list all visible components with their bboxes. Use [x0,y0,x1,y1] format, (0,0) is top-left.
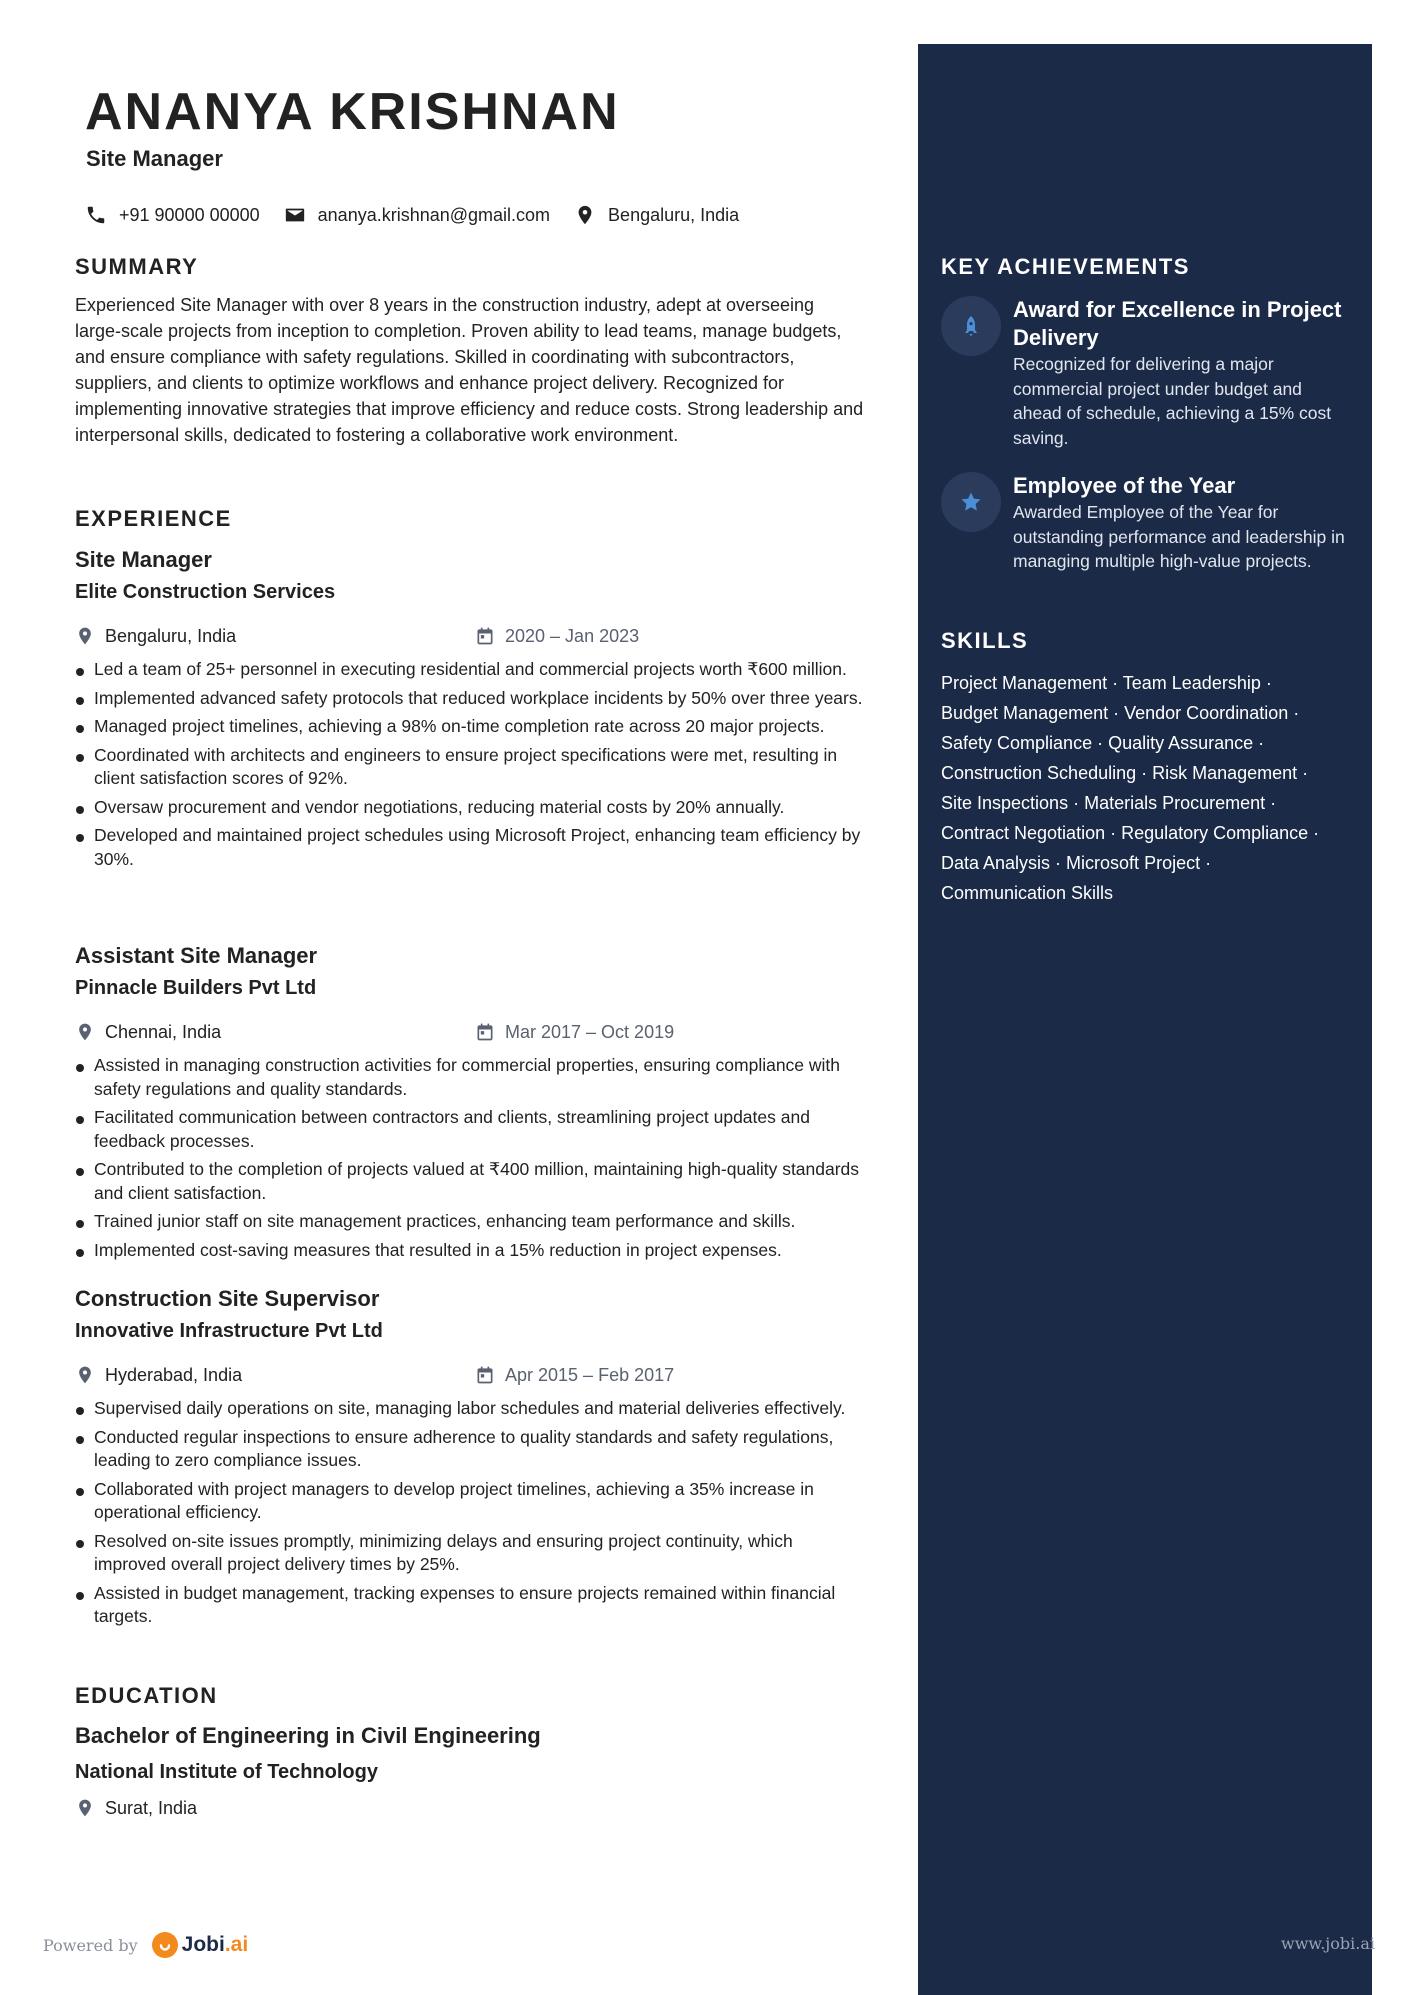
job-dates-text: Mar 2017 – Oct 2019 [505,1021,675,1042]
contact-location [574,204,739,226]
job-entry [75,1285,865,1634]
location-pin-icon [75,1798,95,1818]
education-location [75,1798,475,1819]
powered-by-label: Powered by [43,1935,138,1955]
bullet-item: Led a team of 25+ personnel in executing residential and commercial projects worth ₹600 million. [75,658,865,682]
experience-heading: EXPERIENCE [75,506,232,531]
candidate-name: ANANYA KRISHNAN [85,83,620,141]
bullet-item: Assisted in budget management, tracking expenses to ensure projects remained within financial targets. [75,1582,865,1629]
bullet-item: Trained junior staff on site management practices, enhancing team performance and skills. [75,1210,865,1234]
job-entry [75,546,865,876]
job-dates-text: Apr 2015 – Feb 2017 [505,1364,675,1385]
achievement-item [941,472,1351,574]
skills-line: Safety Compliance · Quality Assurance · [941,733,1265,753]
bullet-item: Managed project timelines, achieving a 98% on-time completion rate across 20 major projects. [75,715,865,739]
achievement-description: Recognized for delivering a major commercial project under budget and ahead of schedule, achieving a 15% cost saving. [1013,354,1332,448]
job-company: Pinnacle Builders Pvt Ltd [75,977,317,999]
skills-heading: SKILLS [941,628,1029,653]
jobi-logo-icon [152,1932,178,1958]
bullet-item: Developed and maintained project schedules using Microsoft Project, enhancing team efficiency by 30%. [75,824,865,871]
calendar-icon [475,1365,495,1385]
bullet-item: Contributed to the completion of projects valued at ₹400 million, maintaining high-quality standards and client satisfaction. [75,1158,865,1205]
achievement-title: Employee of the Year [1013,473,1236,498]
achievement-title: Award for Excellence in Project Delivery [1013,297,1342,350]
footer-url[interactable]: www.jobi.ai [1281,1934,1375,1953]
skills-line: Construction Scheduling · Risk Management · [941,763,1309,783]
job-bullets [75,1397,865,1629]
job-meta [75,624,865,648]
education-location-text: Surat, India [105,1797,198,1818]
job-dates [475,1365,674,1386]
achievement-description: Awarded Employee of the Year for outstanding performance and leadership in managing multiple high-value projects. [1013,502,1345,571]
education-heading: EDUCATION [75,1683,218,1708]
education-entry [75,1722,865,1820]
skills-line: Project Management · Team Leadership · [941,673,1272,693]
skills-line: Budget Management · Vendor Coordination · [941,703,1300,723]
skills-line: Communication Skills [941,883,1114,903]
powered-by [43,1932,248,1958]
contact-email[interactable] [284,204,550,226]
job-location-text: Hyderabad, India [105,1364,243,1385]
bullet-item: Supervised daily operations on site, managing labor schedules and material deliveries effectively. [75,1397,865,1421]
job-company: Elite Construction Services [75,581,336,603]
skills-line: Contract Negotiation · Regulatory Compliance · [941,823,1320,843]
job-location [75,626,475,647]
location-pin-icon [75,626,95,646]
education-meta [75,1796,865,1820]
brand-main: Jobi [181,1933,225,1956]
achievements-heading: KEY ACHIEVEMENTS [941,254,1190,279]
job-location [75,1365,475,1386]
location-text: Bengaluru, India [608,204,740,225]
location-pin-icon [574,204,596,226]
job-meta [75,1363,865,1387]
contact-phone[interactable] [85,204,260,226]
bullet-item: Oversaw procurement and vendor negotiations, reducing material costs by 20% annually. [75,796,865,820]
job-title: Assistant Site Manager [75,943,318,968]
bullet-item: Assisted in managing construction activities for commercial properties, ensuring compliance with safety regulations and quality standards. [75,1054,865,1101]
calendar-icon [475,1022,495,1042]
job-company: Innovative Infrastructure Pvt Ltd [75,1320,383,1342]
rocket-icon [959,314,983,338]
star-icon [959,490,983,514]
email-text: ananya.krishnan@gmail.com [317,204,551,225]
candidate-role: Site Manager [86,146,223,171]
bullet-item: Collaborated with project managers to develop project timelines, achieving a 35% increase in operational efficiency. [75,1478,865,1525]
phone-icon [85,204,107,226]
job-title: Site Manager [75,547,212,572]
achievement-body [1013,472,1351,574]
job-entry [75,942,865,1267]
job-dates [475,1022,674,1043]
summary-heading: SUMMARY [75,254,199,279]
job-bullets [75,1054,865,1262]
job-location [75,1022,475,1043]
summary-text: Experienced Site Manager with over 8 years in the construction industry, adept at overseeing large-scale projects from inception to completion. Proven ability to lead teams, manage budgets, and ensure compliance with safety regulations. Skilled in coordinating with subcontractors, suppliers, and clients to optimize workflows and enhance project delivery. Recognized for implementing innovative strategies that improve efficiency and reduce costs. Strong leadership and interpersonal skills, dedicated to fostering a collaborative work environment. [75,295,864,445]
skills-list [941,668,1351,908]
job-dates-text: 2020 – Jan 2023 [505,625,640,646]
job-dates [475,626,639,647]
job-location-text: Bengaluru, India [105,625,237,646]
bullet-item: Conducted regular inspections to ensure adherence to quality standards and safety regulations, leading to zero compliance issues. [75,1426,865,1473]
bullet-item: Resolved on-site issues promptly, minimizing delays and ensuring project continuity, which improved overall project delivery times by 25%. [75,1530,865,1577]
location-pin-icon [75,1022,95,1042]
job-bullets [75,658,865,871]
skills-line: Site Inspections · Materials Procurement · [941,793,1277,813]
job-title: Construction Site Supervisor [75,1286,380,1311]
contact-bar [85,204,763,226]
achievement-body [1013,296,1351,450]
location-pin-icon [75,1365,95,1385]
job-location-text: Chennai, India [105,1021,222,1042]
brand-suffix: .ai [224,1933,249,1956]
jobi-logo[interactable] [152,1932,249,1958]
bullet-item: Implemented cost-saving measures that resulted in a 15% reduction in project expenses. [75,1239,865,1263]
achievement-icon-badge [941,296,1001,356]
email-icon [284,204,306,226]
job-meta [75,1020,865,1044]
jobi-logo-text [182,1933,249,1957]
degree-title: Bachelor of Engineering in Civil Engineering [75,1723,541,1748]
bullet-item: Coordinated with architects and engineers to ensure project specifications were met, resulting in client satisfaction scores of 92%. [75,744,865,791]
achievement-item [941,296,1351,450]
school-name: National Institute of Technology [75,1761,378,1783]
calendar-icon [475,626,495,646]
phone-text: +91 90000 00000 [119,204,260,225]
bullet-item: Implemented advanced safety protocols that reduced workplace incidents by 50% over three years. [75,687,865,711]
achievement-icon-badge [941,472,1001,532]
skills-line: Data Analysis · Microsoft Project · [941,853,1212,873]
bullet-item: Facilitated communication between contractors and clients, streamlining project updates and feedback processes. [75,1106,865,1153]
